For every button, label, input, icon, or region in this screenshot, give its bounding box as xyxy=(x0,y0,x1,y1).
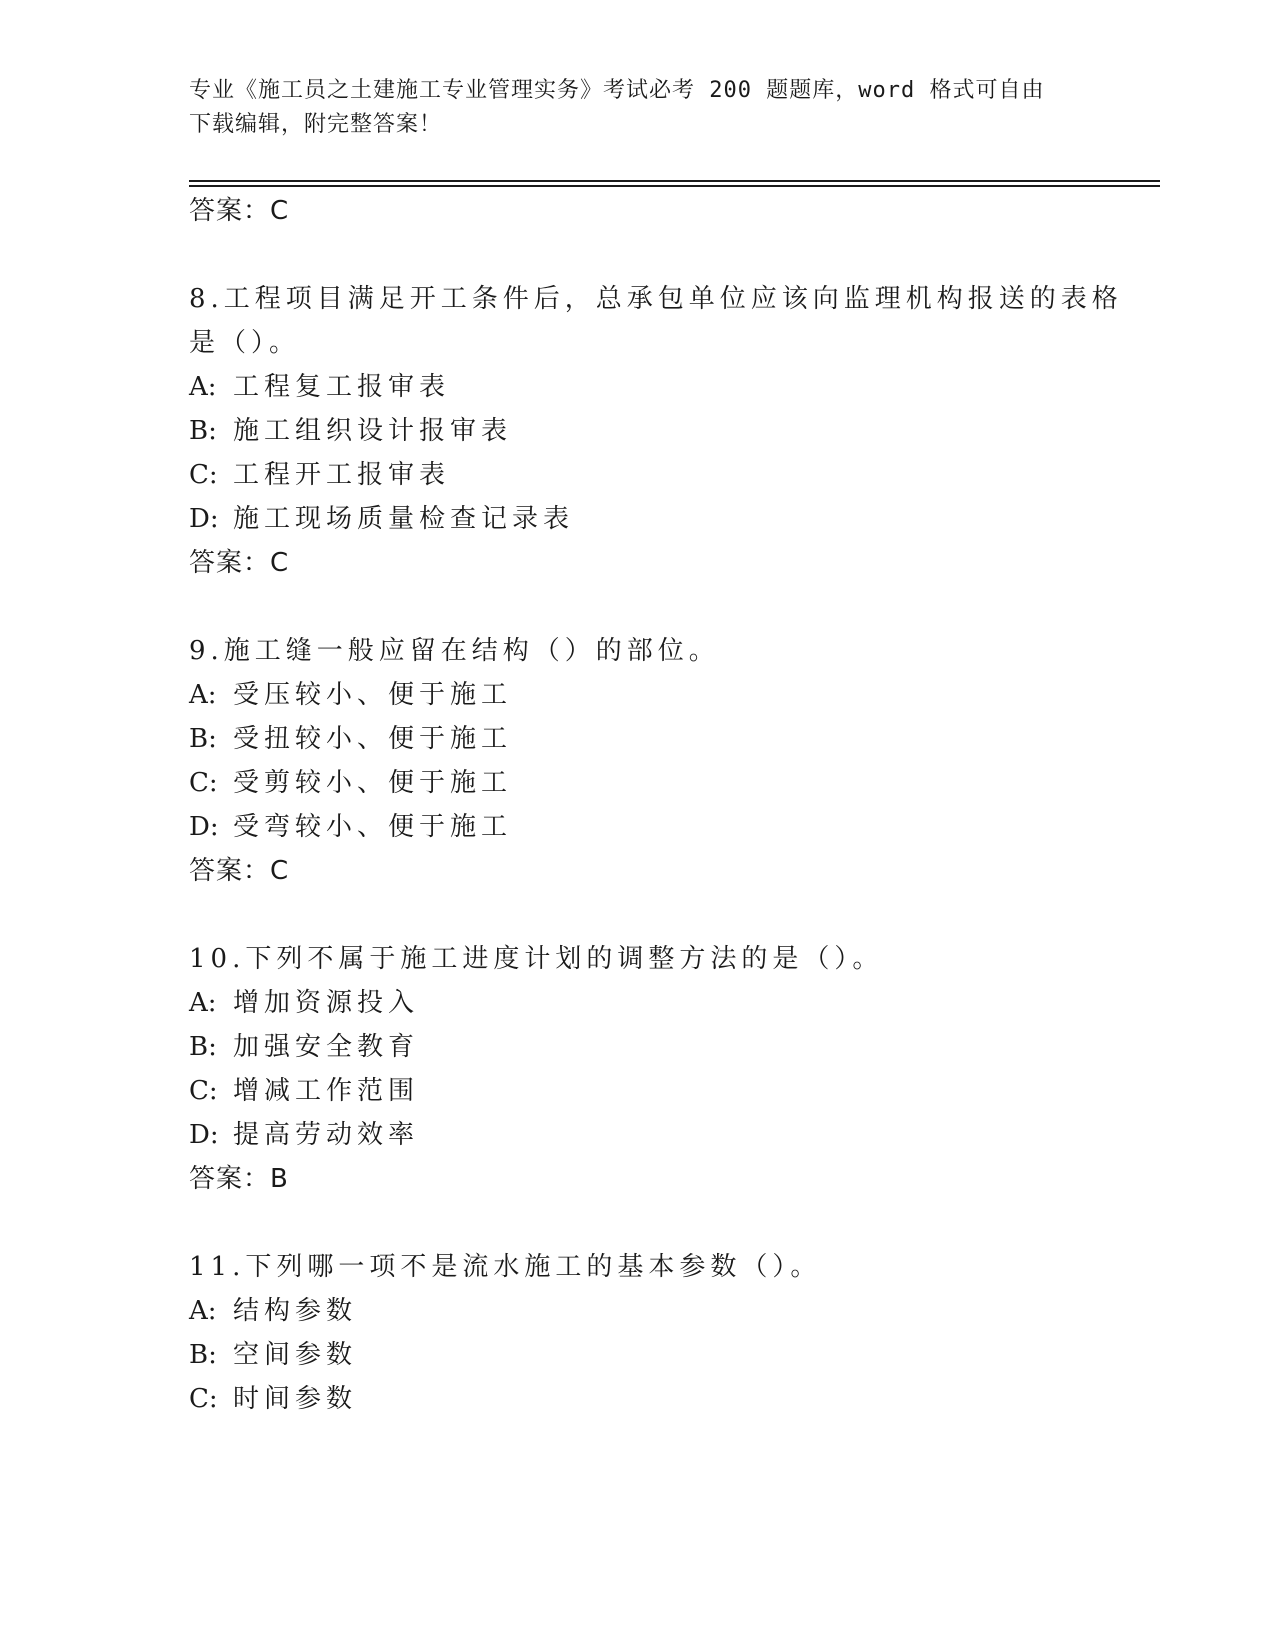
header-divider-bottom xyxy=(189,185,1160,187)
option-text: 提高劳动效率 xyxy=(233,1120,420,1150)
option-text: 受剪较小、便于施工 xyxy=(233,768,513,798)
option-c xyxy=(189,1074,419,1108)
option-a xyxy=(189,678,512,712)
option-b xyxy=(189,1030,419,1064)
option-text: 结构参数 xyxy=(233,1296,358,1326)
option-key: B: xyxy=(189,416,217,446)
option-key: D: xyxy=(189,1120,219,1150)
option-a xyxy=(189,1294,357,1328)
option-key: C: xyxy=(189,1076,218,1106)
option-key: C: xyxy=(189,1384,218,1414)
option-text: 受弯较小、便于施工 xyxy=(233,812,513,842)
option-text: 工程复工报审表 xyxy=(233,372,451,402)
option-d xyxy=(189,810,512,844)
option-b xyxy=(189,1338,357,1372)
option-key: A: xyxy=(189,988,217,1018)
header-divider-top xyxy=(189,180,1160,182)
option-key: D: xyxy=(189,812,219,842)
option-text: 空间参数 xyxy=(233,1340,358,1370)
option-d xyxy=(189,502,574,536)
answer: 答案：C xyxy=(189,548,290,578)
header-line-2: 下载编辑，附完整答案！ xyxy=(189,112,443,137)
option-text: 工程开工报审表 xyxy=(233,460,451,490)
option-text: 受压较小、便于施工 xyxy=(233,680,513,710)
option-c xyxy=(189,458,450,492)
answer: 答案：B xyxy=(189,1164,289,1194)
option-key: B: xyxy=(189,1032,217,1062)
option-text: 增减工作范围 xyxy=(233,1076,420,1106)
option-d xyxy=(189,1118,419,1152)
option-key: B: xyxy=(189,1340,217,1370)
option-text: 加强安全教育 xyxy=(233,1032,420,1062)
header-line-1: 专业《施工员之土建施工专业管理实务》考试必考 200 题题库，word 格式可自由 xyxy=(189,78,1045,103)
question-stem-continued: 是（）。 xyxy=(189,328,301,358)
option-key: C: xyxy=(189,460,218,490)
option-a xyxy=(189,986,419,1020)
option-c xyxy=(189,766,512,800)
previous-answer: 答案：C xyxy=(189,196,290,226)
question-stem: 8.工程项目满足开工条件后，总承包单位应该向监理机构报送的表格 xyxy=(189,284,1123,314)
option-key: D: xyxy=(189,504,219,534)
question-stem: 11.下列哪一项不是流水施工的基本参数（）。 xyxy=(189,1252,822,1282)
option-c xyxy=(189,1382,357,1416)
option-b xyxy=(189,722,512,756)
option-key: A: xyxy=(189,680,217,710)
option-key: B: xyxy=(189,724,217,754)
question-stem: 9.施工缝一般应留在结构（）的部位。 xyxy=(189,636,720,666)
option-key: C: xyxy=(189,768,218,798)
option-b xyxy=(189,414,512,448)
question-stem: 10.下列不属于施工进度计划的调整方法的是（）。 xyxy=(189,944,884,974)
option-a xyxy=(189,370,450,404)
option-text: 施工组织设计报审表 xyxy=(233,416,513,446)
option-text: 受扭较小、便于施工 xyxy=(233,724,513,754)
option-text: 增加资源投入 xyxy=(233,988,420,1018)
option-key: A: xyxy=(189,372,217,402)
document-header xyxy=(189,74,1089,142)
option-text: 施工现场质量检查记录表 xyxy=(233,504,575,534)
option-key: A: xyxy=(189,1296,217,1326)
option-text: 时间参数 xyxy=(233,1384,358,1414)
answer: 答案：C xyxy=(189,856,290,886)
